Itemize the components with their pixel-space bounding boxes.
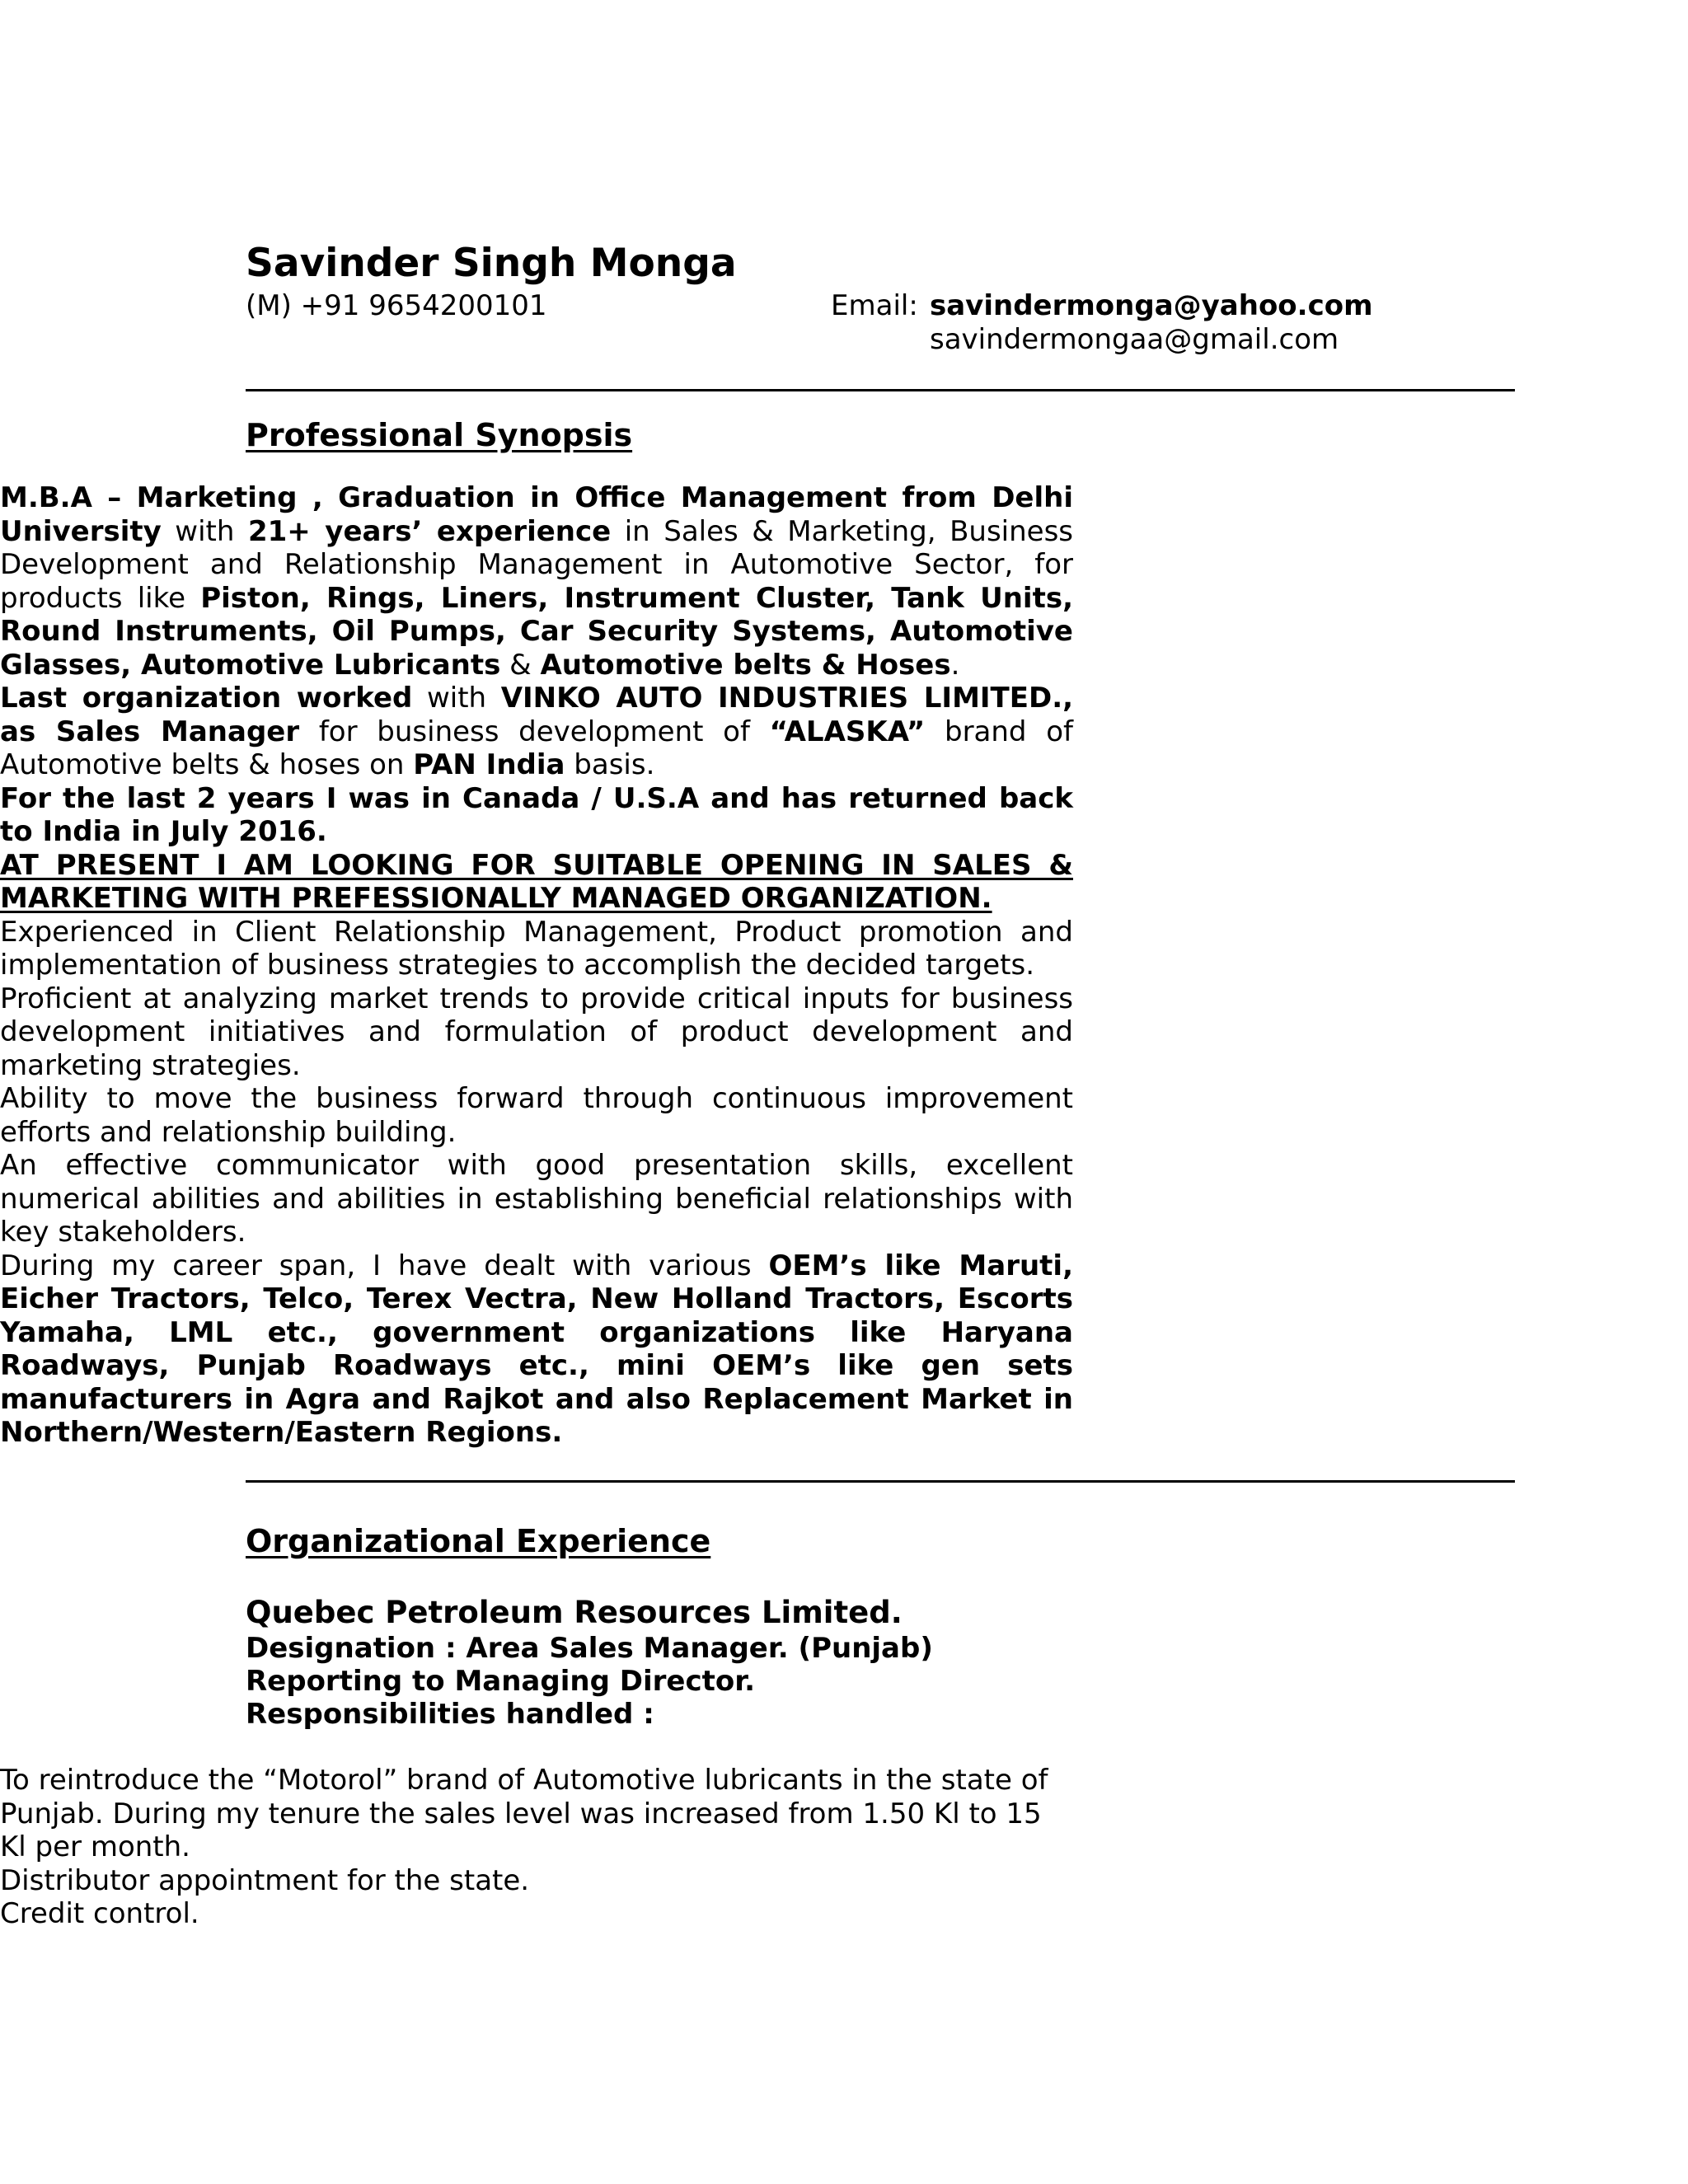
synopsis-text-run: OEM’s like Maruti, Eicher Tractors, Telco, Terex Vectra, New Holland Tractors, Escorts Yamaha, LML etc., government organizations like Haryana Roadways, Punjab Roadways etc., mini OEM’s like gen sets manufacturers in Agra and Rajkot and also Replacement Market in Northern/Western/Eastern Regions. (0, 1249, 1074, 1449)
organizational-experience-heading: Organizational Experience (246, 1523, 711, 1559)
designation: Designation : Area Sales Manager. (Punjab) (246, 1632, 933, 1665)
synopsis-item (0, 682, 1073, 782)
synopsis-item (0, 481, 1073, 682)
synopsis-text-run: During my career span, I have dealt with various (0, 1249, 769, 1282)
reporting-line: Reporting to Managing Director. (246, 1665, 756, 1698)
responsibility-text: Credit control. (0, 1897, 199, 1930)
synopsis-text-run: AT PRESENT I AM LOOKING FOR SUITABLE OPENING IN SALES & MARKETING WITH PREFESSIONALLY MANAGED ORGANIZATION. (0, 848, 1073, 915)
section-divider (246, 1480, 1515, 1483)
synopsis-item (0, 982, 1073, 1083)
synopsis-text-run: Automotive belts & Hoses (540, 648, 951, 682)
email-label: Email: (831, 289, 918, 322)
header-divider (246, 389, 1515, 391)
synopsis-text-run: 21+ years’ experience (247, 514, 612, 548)
synopsis-text-run: VINKO AUTO INDUSTRIES LIMITED., as Sales Manager (0, 682, 1074, 748)
synopsis-text-run: in Sales & Marketing, Business Development and Relationship Management in Automotive Sector, for products like (0, 514, 1073, 615)
responsibility-text: To reintroduce the “Motorol” brand of Automotive lubricants in the state of Punjab. During my tenure the sales level was increased from 1.50 Kl to 15 Kl per month. (0, 1764, 1048, 1863)
responsibilities-list (0, 1764, 1073, 1931)
synopsis-text-run: with (161, 514, 248, 548)
synopsis-text-run: Piston, Rings, Liners, Instrument Cluster, Tank Units, Round Instruments, Oil Pumps, Car Security Systems, Automotive Glasses, Automotive Lubricants (0, 581, 1073, 682)
email-primary[interactable]: savindermonga@yahoo.com (930, 289, 1373, 322)
synopsis-item (0, 782, 1073, 849)
synopsis-text-run: “ALASKA” (769, 715, 926, 748)
synopsis-text-run: Proficient at analyzing market trends to provide critical inputs for business development initiatives and formulation of product development and marketing strategies. (0, 982, 1073, 1082)
responsibilities-label: Responsibilities handled : (246, 1698, 654, 1731)
professional-synopsis-heading: Professional Synopsis (246, 417, 633, 453)
synopsis-item (0, 1149, 1073, 1249)
phone-number: (M) +91 9654200101 (246, 289, 547, 322)
synopsis-text-run: M.B.A – Marketing , Graduation in Office Management from Delhi University (0, 481, 1073, 548)
synopsis-item (0, 1249, 1073, 1450)
synopsis-text-run: with (412, 682, 501, 715)
candidate-name: Savinder Singh Monga (246, 241, 737, 286)
responsibility-item (0, 1764, 1073, 1864)
synopsis-text-run: . (950, 648, 960, 682)
separator-mark: . (244, 1467, 250, 1487)
synopsis-list (0, 481, 1073, 1450)
email-secondary[interactable]: savindermongaa@gmail.com (930, 323, 1339, 356)
synopsis-text-run: & (500, 648, 541, 682)
synopsis-text-run: for business development of (299, 715, 770, 748)
responsibility-item (0, 1897, 1073, 1931)
synopsis-text-run: Experienced in Client Relationship Management, Product promotion and implementation of business strategies to accomplish the decided targets. (0, 915, 1073, 982)
synopsis-text-run: For the last 2 years I was in Canada / U.S.A and has returned back to India in July 2016. (0, 781, 1073, 848)
synopsis-text-run: Ability to move the business forward through continuous improvement efforts and relationship building. (0, 1082, 1073, 1149)
synopsis-text-run: brand of Automotive belts & hoses on (0, 715, 1073, 781)
synopsis-text-run: basis. (565, 748, 655, 781)
synopsis-text-run: An effective communicator with good presentation skills, excellent numerical abilities and abilities in establishing beneficial relationships with key stakeholders. (0, 1149, 1073, 1249)
synopsis-text-run: PAN India (413, 748, 565, 781)
company-name: Quebec Petroleum Resources Limited. (246, 1595, 903, 1630)
responsibility-item (0, 1864, 1073, 1898)
synopsis-item (0, 916, 1073, 982)
synopsis-item (0, 1082, 1073, 1149)
responsibility-text: Distributor appointment for the state. (0, 1863, 530, 1897)
synopsis-item (0, 849, 1073, 916)
synopsis-text-run: Last organization worked (0, 682, 413, 715)
